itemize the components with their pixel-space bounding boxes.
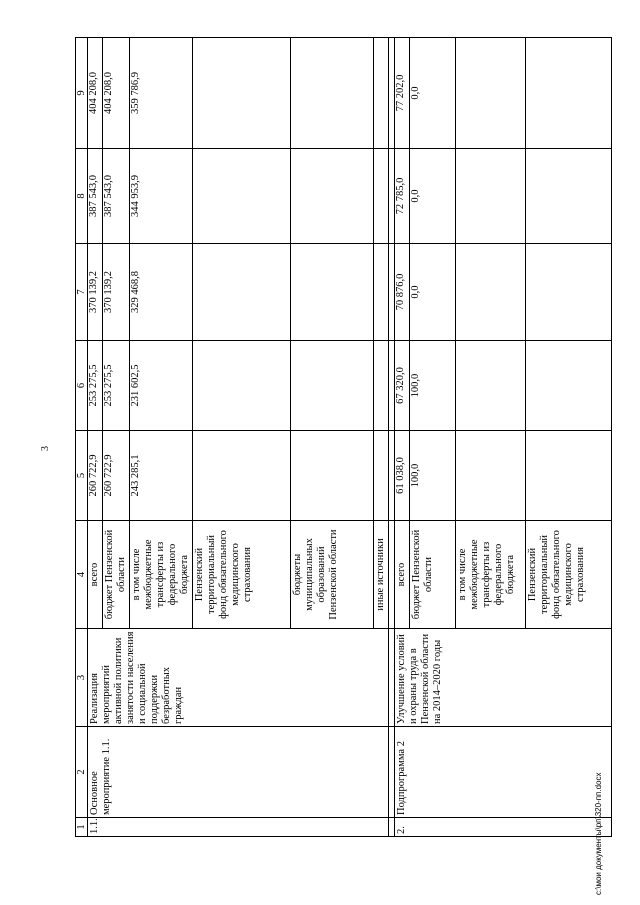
amount-cell: 260 722,9 — [103, 431, 130, 521]
amount-cell — [456, 341, 526, 431]
amount-cell: 243 285,1 — [130, 431, 193, 521]
amount-cell — [374, 149, 389, 244]
col-header: 1 — [76, 818, 88, 837]
amount-cell — [374, 341, 389, 431]
amount-cell: 0,0 — [410, 38, 456, 149]
financing-table — [75, 37, 612, 837]
amount-cell — [291, 38, 374, 149]
amount-cell: 77 202,0 — [395, 38, 410, 149]
amount-cell — [526, 431, 612, 521]
amount-cell — [291, 149, 374, 244]
funding-source: бюджет Пензенской области — [103, 521, 130, 629]
item-description: Улучшение условий и охраны труда в Пензенской области на 2014–2020 годы — [395, 629, 612, 727]
amount-cell — [526, 341, 612, 431]
amount-cell — [456, 244, 526, 341]
funding-source: бюджеты муниципальных образований Пензенской области — [291, 521, 374, 629]
col-header: 5 — [76, 431, 88, 521]
header-row — [76, 38, 88, 837]
amount-cell — [456, 431, 526, 521]
amount-cell — [193, 341, 291, 431]
amount-cell — [526, 149, 612, 244]
page-number: 3 — [40, 446, 51, 451]
col-header: 8 — [76, 149, 88, 244]
amount-cell — [291, 244, 374, 341]
col-header: 2 — [76, 727, 88, 818]
amount-cell: 404 208,0 — [88, 38, 103, 149]
col-header: 7 — [76, 244, 88, 341]
amount-cell — [291, 431, 374, 521]
item-name: Основное мероприятие 1.1. — [88, 727, 389, 818]
funding-source: всего — [395, 521, 410, 629]
funding-source: Пензенский территориальный фонд обязательного медицинского страхования — [193, 521, 291, 629]
amount-cell — [193, 244, 291, 341]
amount-cell: 100,0 — [410, 341, 456, 431]
amount-cell: 260 722,9 — [88, 431, 103, 521]
funding-source: в том числе межбюджетные трансферты из федерального бюджета — [130, 521, 193, 629]
funding-source: бюджет Пензенской области — [410, 521, 456, 629]
amount-cell: 0,0 — [410, 244, 456, 341]
amount-cell: 67 320,0 — [395, 341, 410, 431]
funding-source: всего — [88, 521, 103, 629]
amount-cell — [374, 38, 389, 149]
col-header: 6 — [76, 341, 88, 431]
amount-cell: 370 139,2 — [88, 244, 103, 341]
col-header: 4 — [76, 521, 88, 629]
amount-cell: 387 543,0 — [103, 149, 130, 244]
amount-cell: 72 785,0 — [395, 149, 410, 244]
amount-cell: 370 139,2 — [103, 244, 130, 341]
item-description: Реализация мероприятий активной политики занятости населения и социальной поддержки безработных граждан — [88, 629, 389, 727]
table-row — [395, 38, 410, 837]
table-row — [88, 38, 103, 837]
amount-cell — [193, 431, 291, 521]
amount-cell — [374, 431, 389, 521]
amount-cell — [193, 149, 291, 244]
amount-cell: 70 876,0 — [395, 244, 410, 341]
col-header: 9 — [76, 38, 88, 149]
item-name: Подпрограмма 2 — [395, 727, 612, 818]
item-number: 2. — [395, 818, 612, 837]
amount-cell: 359 786,9 — [130, 38, 193, 149]
amount-cell: 344 953,9 — [130, 149, 193, 244]
amount-cell: 404 208,0 — [103, 38, 130, 149]
amount-cell: 253 275,5 — [103, 341, 130, 431]
amount-cell — [526, 244, 612, 341]
funding-source: иные источники — [374, 521, 389, 629]
amount-cell: 0,0 — [410, 149, 456, 244]
funding-source: Пензенский территориальный фонд обязательного медицинского страхования — [526, 521, 612, 629]
amount-cell: 100,0 — [410, 431, 456, 521]
amount-cell — [374, 244, 389, 341]
amount-cell: 61 038,0 — [395, 431, 410, 521]
amount-cell: 253 275,5 — [88, 341, 103, 431]
amount-cell — [456, 149, 526, 244]
item-number: 1.1. — [88, 818, 389, 837]
amount-cell — [456, 38, 526, 149]
amount-cell — [291, 341, 374, 431]
amount-cell — [526, 38, 612, 149]
amount-cell: 329 468,8 — [130, 244, 193, 341]
funding-source: в том числе межбюджетные трансферты из федерального бюджета — [456, 521, 526, 629]
amount-cell — [193, 38, 291, 149]
amount-cell: 387 543,0 — [88, 149, 103, 244]
footer-file-path: c:\мои документы\рп\320-пп.docx — [594, 772, 603, 895]
amount-cell: 231 602,5 — [130, 341, 193, 431]
col-header: 3 — [76, 629, 88, 727]
